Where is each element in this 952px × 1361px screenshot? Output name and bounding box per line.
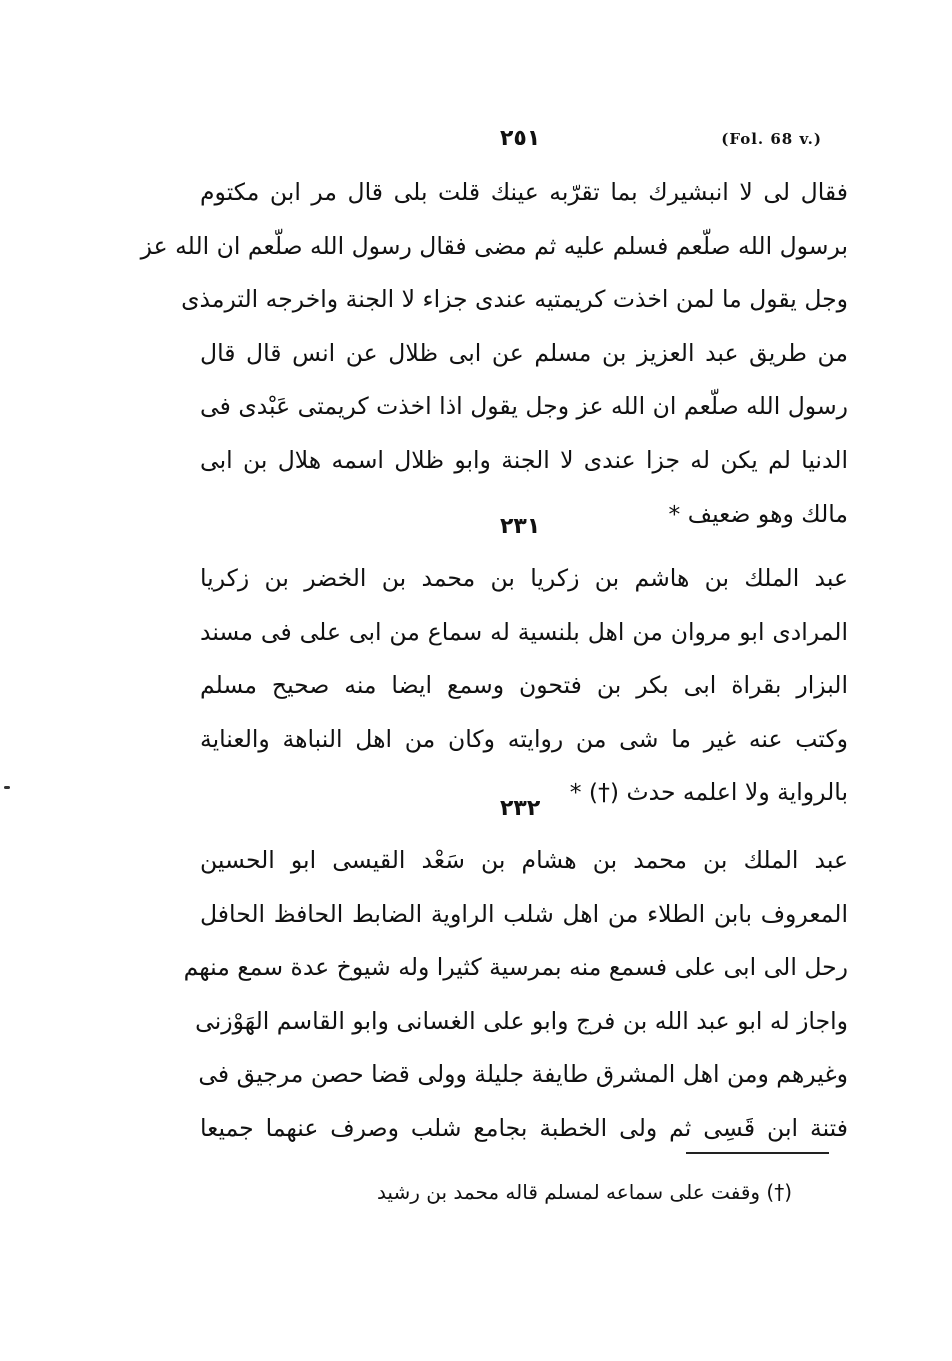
folio-reference: (Fol. 68 v.) (721, 130, 822, 148)
text-line: وكتب عنه غير ما شى من روايته وكان من اهل النباهة والعناية (200, 724, 848, 753)
text-line: رسول الله صلّعم ان الله عز وجل يقول اذا اخذت كريمتى عَبْدى فى (200, 392, 848, 421)
text-line: رحل الى ابى على فسمع منه بمرسية كثيرا وله شيوخ عدة سمع منهم (183, 953, 848, 982)
text-line: وجل يقول ما لمن اخذت كريمتيه عندى جزاء لا الجنة واخرجه الترمذى (181, 285, 848, 314)
text-line: وغيرهم ومن اهل المشرق طايفة جليلة وولى قضا حصن مرجيق فى (198, 1060, 848, 1089)
text-line: فتنة ابن قَسِى ثم ولى الخطبة بجامع شلب وصرف عنهما جميعا (200, 1113, 848, 1142)
text-block-continuation (140, 166, 848, 541)
text-line: عبد الملك بن هاشم بن زكريا بن محمد بن الخضر بن زكريا (200, 564, 848, 592)
text-line: الدنيا لم يكن له جزا عندى لا الجنة وابو ظلال اسمه هلال بن ابى (200, 445, 848, 474)
text-line: من طريق عبد العزيز بن مسلم عن ابى ظلال عن انس قال قال (200, 338, 848, 367)
text-line: عبد الملك بن محمد بن هشام بن سَعْد القيسى ابو الحسين (200, 846, 848, 874)
entry-number-231: ٢٣١ (500, 514, 541, 539)
text-line: فقال لى لا انبشيرك بما تقرّبه عينك قلت بلى قال مر ابن مكتوم (200, 178, 848, 206)
text-line: المرادى ابو مروان من اهل بلنسية له سماع من ابى على فى مسند (200, 617, 848, 646)
margin-speck (4, 786, 10, 789)
entry-number-232: ٢٣٢ (500, 796, 541, 821)
text-line: برسول الله صلّعم فسلم عليه ثم مضى فقال رسول الله صلّعم ان الله عز (140, 231, 848, 260)
page-header (0, 126, 952, 166)
text-line: بالرواية ولا اعلمه حدث (†) * (569, 778, 848, 807)
text-line: البزار بقراة ابى بكر بن فتحون وسمع ايضا منه صحيح مسلم (200, 671, 848, 700)
text-line: المعروف بابن الطلاء من اهل شلب الراوية الضابط الحافظ الحافل (200, 899, 848, 928)
text-line: مالك وهو ضعيف * (668, 499, 848, 528)
text-line: واجاز له ابو عبد الله بن فرج وابو على الغسانى وابو القاسم الهَوْزنى (195, 1006, 848, 1035)
text-block-entry-232 (183, 834, 848, 1156)
page-number: ٢٥١ (500, 126, 541, 151)
footnote: (†) وقفت على سماعه لمسلم قاله محمد بن رشيد (376, 1180, 792, 1204)
text-block-entry-231 (200, 552, 848, 820)
footnote-separator (686, 1152, 829, 1154)
